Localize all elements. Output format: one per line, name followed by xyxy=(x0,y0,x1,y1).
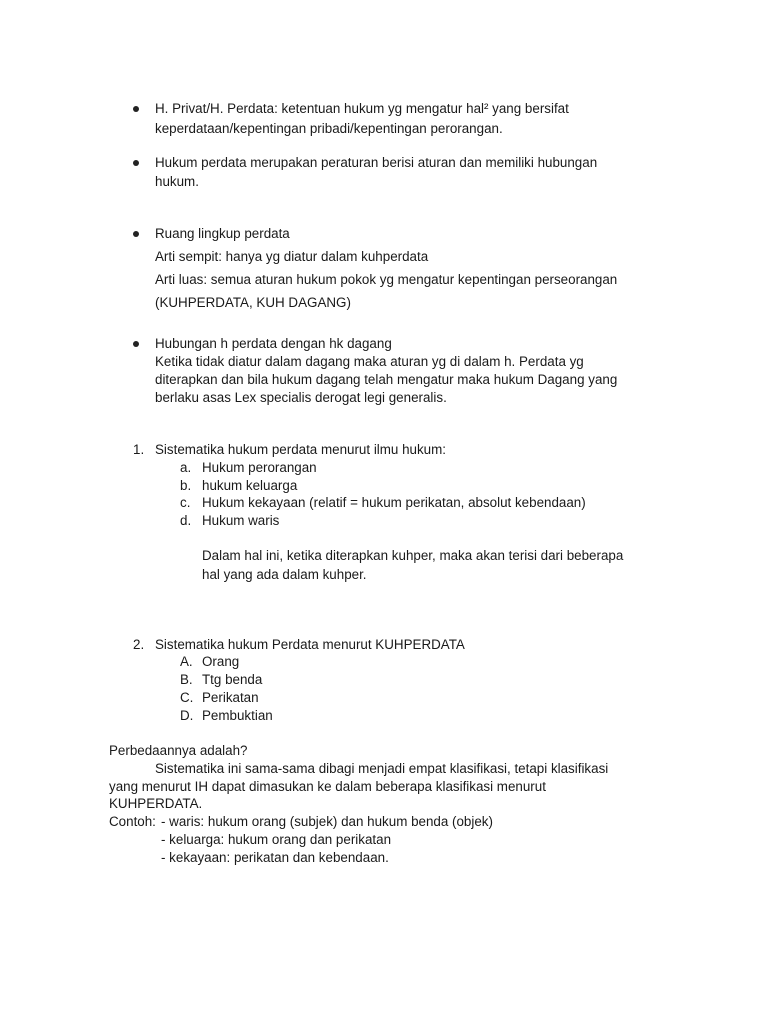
bullet-4-line-1: Hubungan h perdata dengan hk dagang xyxy=(155,336,392,351)
bullet-dot xyxy=(133,160,139,166)
bullet-3-line-1: Ruang lingkup perdata xyxy=(155,226,290,241)
sub-marker-b: b. xyxy=(180,478,192,493)
conclusion-para-line-3: KUHPERDATA. xyxy=(109,796,203,811)
sub-marker-D: D. xyxy=(180,708,194,723)
bullet-4-line-2: Ketika tidak diatur dalam dagang maka aturan yg di dalam h. Perdata yg xyxy=(155,354,584,369)
list-title-2: Sistematika hukum Perdata menurut KUHPERDATA xyxy=(155,637,465,652)
example-2: - keluarga: hukum orang dan perikatan xyxy=(161,832,392,847)
list-number-1: 1. xyxy=(133,442,145,457)
example-1: - waris: hukum orang (subjek) dan hukum benda (objek) xyxy=(161,814,493,829)
sub-item-B: Ttg benda xyxy=(202,672,263,687)
example-label: Contoh: xyxy=(109,814,156,829)
bullet-2-line-1: Hukum perdata merupakan peraturan berisi aturan dan memiliki hubungan xyxy=(155,155,598,170)
sub-marker-c: c. xyxy=(180,495,191,510)
list-title-1: Sistematika hukum perdata menurut ilmu hukum: xyxy=(155,442,447,457)
bullet-3-line-3: Arti luas: semua aturan hukum pokok yg mengatur kepentingan perseorangan xyxy=(155,272,618,287)
bullet-4-line-3: diterapkan dan bila hukum dagang telah mengatur maka hukum Dagang yang xyxy=(155,372,618,387)
sub-item-C: Perikatan xyxy=(202,690,259,705)
conclusion-question: Perbedaannya adalah? xyxy=(109,743,248,758)
sub-marker-C: C. xyxy=(180,690,194,705)
sub-marker-a: a. xyxy=(180,460,192,475)
sub-item-a: Hukum perorangan xyxy=(202,460,317,475)
bullet-1-line-2: keperdataan/kepentingan pribadi/kepentingan perorangan. xyxy=(155,121,503,136)
conclusion-para-line-1: Sistematika ini sama-sama dibagi menjadi empat klasifikasi, tetapi klasifikasi xyxy=(155,761,609,776)
bullet-2-line-2: hukum. xyxy=(155,174,199,189)
sub-marker-B: B. xyxy=(180,672,193,687)
sub-item-c: Hukum kekayaan (relatif = hukum perikatan, absolut kebendaan) xyxy=(202,495,586,510)
bullet-1-line-1: H. Privat/H. Perdata: ketentuan hukum yg mengatur hal² yang bersifat xyxy=(155,101,569,116)
note-line-1: Dalam hal ini, ketika diterapkan kuhper, maka akan terisi dari beberapa xyxy=(202,548,624,563)
example-3: - kekayaan: perikatan dan kebendaan. xyxy=(161,850,389,865)
sub-item-d: Hukum waris xyxy=(202,513,280,528)
sub-marker-A: A. xyxy=(180,654,193,669)
bullet-dot xyxy=(133,106,139,112)
sub-item-D: Pembuktian xyxy=(202,708,273,723)
bullet-4-line-4: berlaku asas Lex specialis derogat legi generalis. xyxy=(155,390,447,405)
bullet-3-line-2: Arti sempit: hanya yg diatur dalam kuhperdata xyxy=(155,249,429,264)
sub-marker-d: d. xyxy=(180,513,192,528)
sub-item-A: Orang xyxy=(202,654,240,669)
list-number-2: 2. xyxy=(133,637,145,652)
note-line-2: hal yang ada dalam kuhper. xyxy=(202,567,367,582)
bullet-3-line-4: (KUHPERDATA, KUH DAGANG) xyxy=(155,295,351,310)
bullet-dot xyxy=(133,341,139,347)
sub-item-b: hukum keluarga xyxy=(202,478,298,493)
bullet-dot xyxy=(133,231,139,237)
conclusion-para-line-2: yang menurut IH dapat dimasukan ke dalam beberapa klasifikasi menurut xyxy=(109,779,546,794)
